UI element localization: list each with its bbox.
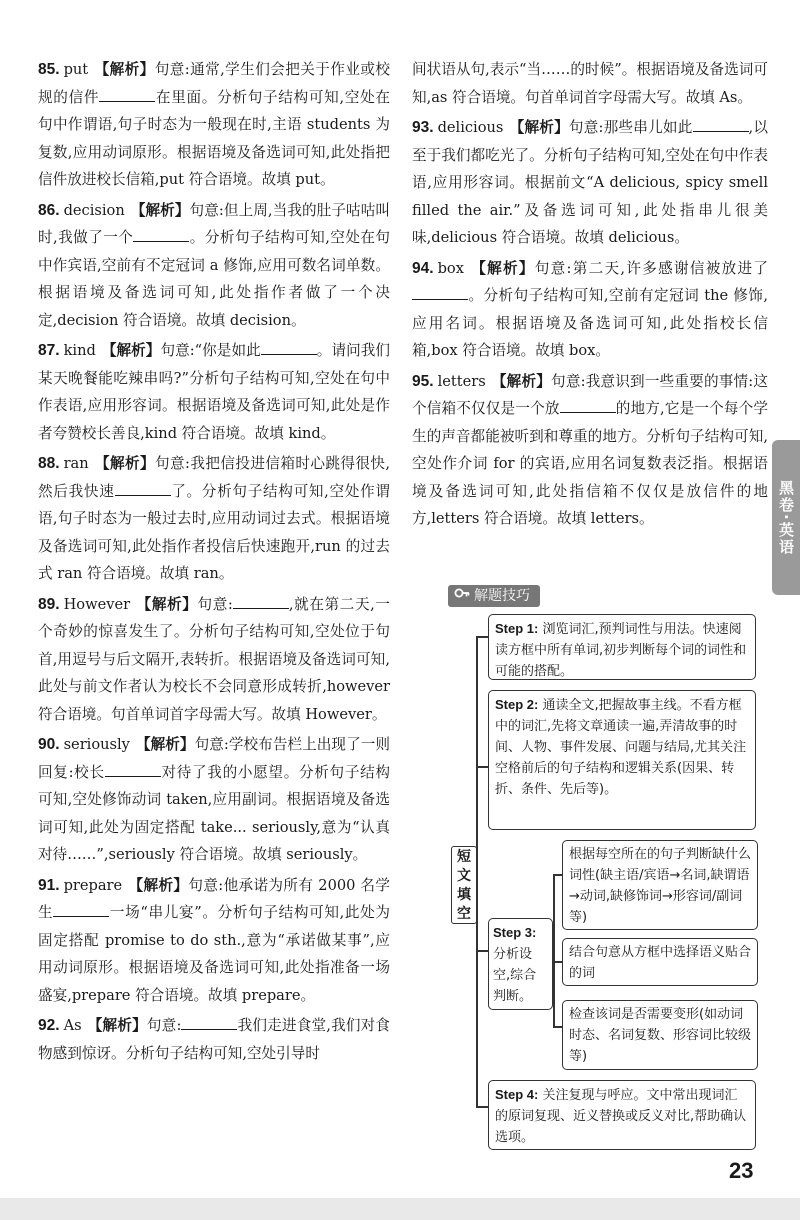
side-tab-label: 黑卷·英语 [772, 440, 800, 595]
mindmap-sub-branch-1 [553, 874, 562, 876]
step2-text: 通读全文,把握故事主线。不看方框中的词汇,先将文章通读一遍,弄清故事的时间、人物、事件发展、问题与结局,尤其关注空格前后的句子结构和逻辑关系(因果、转折、条件、先后等)。 [495, 698, 747, 797]
answer-entry-87: 87. kind 【解析】句意:“你是如此 。请问我们某天晚餐能吃辣串吗?”分析句子结构可知,空处在句中作表语,应用形容词。根据语境及备选词可知,此处是作者夸赞校长善良,kind 符合语境。故填 kind。 [38, 342, 390, 442]
mindmap-sub-branch-3 [553, 1026, 562, 1028]
answer-blank [105, 763, 161, 777]
step2-box [488, 690, 756, 830]
step3-sub1-box: 根据每空所在的句子判断缺什么词性(缺主语/宾语→名词,缺谓语→动词,缺修饰词→形容词/副词等) [562, 840, 758, 930]
step3-box [488, 918, 553, 1010]
answer-entry-92-continued: 间状语从句,表示“当……的时候”。根据语境及备选词可知,as 符合语境。句首单词首字母需大写。故填 As。 [412, 61, 768, 106]
step1-label: Step 1: [495, 621, 539, 636]
step3-sub3-box: 检查该词是否需要变形(如动词时态、名词复数、形容词比较级等) [562, 1000, 758, 1070]
left-column [38, 56, 390, 1070]
answer-entry-95: 95. letters 【解析】句意:我意识到一些重要的事情:这个信箱不仅仅是一个放 的地方,它是一个每个学生的声音都能被听到和尊重的地方。分析句子结构可知,空处作介词 for 的宾语,应用名词复数表泛指。根据语境及备选词可知,此处指信箱不仅仅是放信件的地方,letters 符合语境。故填 letters。 [412, 372, 768, 527]
answer-blank [412, 286, 468, 300]
answer-blank [99, 88, 155, 102]
step1-text: 浏览词汇,预判词性与用法。快速阅读方框中所有单词,初步判断每个词的词性和可能的搭配。 [495, 622, 747, 679]
answer-entry-89: 89. However 【解析】句意: ,就在第二天,一个奇妙的惊喜发生了。分析句子结构可知,空处位于句首,用逗号与后文隔开,表转折。根据语境及备选词可知,此处与前文作者认为校长不会同意形成转折,however 符合语境。句首单词首字母需大写。故填 However。 [38, 595, 390, 723]
answer-entry-92: 92. As 【解析】句意: 我们走进食堂,我们对食物感到惊讶。分析句子结构可知,空处引导时 [38, 1017, 391, 1062]
mindmap-branch-1 [476, 636, 488, 638]
step2-label: Step 2: [495, 697, 539, 712]
answer-entry-91: 91. prepare 【解析】句意:他承诺为所有 2000 名学生 一场“串儿宴”。分析句子结构可知,此处为固定搭配 promise to do sth.,意为“承诺做某事”,应用动词原形。根据语境及备选词可知,此处指准备一场盛宴,prepare 符合语境。故填 prepare。 [38, 876, 390, 1004]
right-column [412, 56, 768, 536]
mindmap-sub-trunk [553, 874, 555, 1026]
mindmap-branch-2 [476, 766, 488, 768]
footer-bar [0, 1198, 800, 1220]
answer-entry-94: 94. box 【解析】句意:第二天,许多感谢信被放进了。分析句子结构可知,空前有定冠词 the 修饰,应用名词。根据语境及备选词可知,此处指校长信箱,box 符合语境。故填 box。 [412, 259, 768, 359]
key-icon [454, 585, 470, 607]
answer-blank [181, 1016, 237, 1030]
answer-blank [261, 341, 317, 355]
answer-blank [693, 118, 749, 132]
answer-blank [133, 228, 189, 242]
tips-title: 解题技巧 [474, 588, 530, 604]
step3-sub2-box: 结合句意从方框中选择语义贴合的词 [562, 938, 758, 986]
answer-entry-86: 86. decision 【解析】句意:但上周,当我的肚子咕咕叫时,我做了一个 。分析句子结构可知,空处在句中作宾语,空前有不定冠词 a 修饰,应用可数名词单数。根据语境及备选词可知,此处指作者做了一个决定,decision 符合语境。故填 decision。 [38, 201, 391, 329]
step3-label: Step 3: [493, 925, 537, 940]
answer-blank [560, 399, 616, 413]
answer-entry-88: 88. ran 【解析】句意:我把信投进信箱时心跳得很快,然后我快速 了。分析句子结构可知,空处作谓语,句子时态为一般过去时,应用动词过去式。根据语境及备选词可知,此处指作者投信后快速跑开,run 的过去式 ran 符合语境。故填 ran。 [38, 455, 390, 582]
step4-text: 关注复现与呼应。文中常出现词汇的原词复现、近义替换或反义对比,帮助确认选项。 [495, 1088, 747, 1145]
step3-text: 分析设空,综合判断。 [493, 947, 537, 1004]
answer-entry-85: 85. put 【解析】句意:通常,学生们会把关于作业或校规的信件 在里面。分析句子结构可知,空处在句中作谓语,句子时态为一般现在时,主语 students 为复数,应用动词原形。根据语境及备选词可知,此处指把信件放进校长信箱,put 符合语境。故填 put。 [38, 61, 390, 188]
answer-blank [233, 595, 289, 609]
page-number: 23 [729, 1158, 754, 1183]
step4-label: Step 4: [495, 1087, 539, 1102]
answer-entry-93: 93. delicious 【解析】句意:那些串儿如此 ,以至于我们都吃光了。分析句子结构可知,空处在句中作表语,应用形容词。根据前文“A delicious, spicy smell filled the air.”及备选词可知,此处指串儿很美味,delicious 符合语境。故填 delicious。 [412, 119, 768, 246]
step4-box [488, 1080, 756, 1150]
answer-blank [53, 903, 109, 917]
mindmap-sub-branch-2 [553, 961, 562, 963]
mindmap-branch-3 [476, 950, 488, 952]
mindmap-branch-4 [476, 1106, 488, 1108]
tips-heading [448, 585, 540, 607]
answer-blank [115, 482, 171, 496]
step1-box [488, 614, 756, 680]
answer-entry-90: 90. seriously 【解析】句意:学校布告栏上出现了一则回复:校长 对待了我的小愿望。分析句子结构可知,空处修饰动词 taken,应用副词。根据语境及备选词可知,此处为固定搭配 take... seriously,意为“认真对待……”,seriously 符合语境。故填 seriously。 [38, 736, 390, 863]
mindmap-root: 短文填空 [451, 846, 477, 924]
